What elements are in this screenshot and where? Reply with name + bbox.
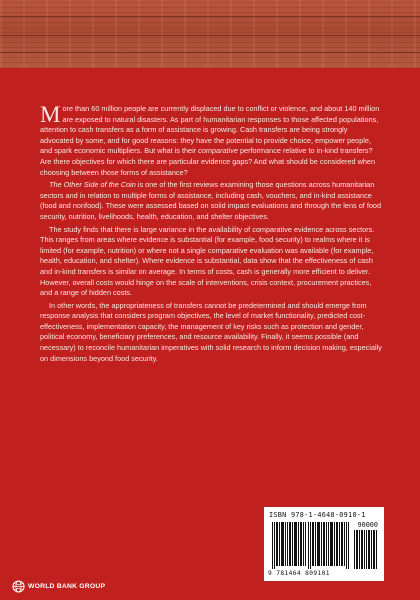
paragraph-1-tail: performance relative to in-kind transfers? Are there objectives for which there are particular evidence gaps? And what should be considered when choosing between those forms of assistance? <box>40 146 376 177</box>
book-title-reference: The Other Side of the Coin <box>49 180 136 190</box>
publisher-name: WORLD BANK GROUP <box>28 583 106 590</box>
publisher-logo <box>12 580 105 593</box>
price-code: 90000 <box>357 521 378 529</box>
barcode-digits: 9 781464 809101 <box>268 570 330 577</box>
dropcap: M <box>40 102 61 127</box>
globe-icon <box>12 580 25 593</box>
paragraph-1 <box>40 104 382 178</box>
back-cover-text <box>40 104 382 366</box>
paragraph-2-text: is one of the first reviews examining those questions across humanitarian sectors and in relation to multiple forms of assistance, including cash, vouchers, and in-kind assistance (food and nonfood). These were assessed based on solid impact evaluations and through the lens of food security, nutrition, livelihoods, health, education, and shelter objectives. <box>40 180 382 221</box>
paragraph-4: In other words, the appropriateness of transfers cannot be predetermined and should emerge from response analysis that considers program objectives, the level of market functionality, predicted cost-effectiveness, implementation capacity, the management of key risks such as protection and gender, political economy, beneficiary preferences, and resource availability. Finally, it seems possible (and necessary) to reconcile humanitarian imperatives with solid research to inform decision making, especially on dimensions beyond food security. <box>40 300 382 363</box>
paragraph-1-text: ore than 60 million people are currently displaced due to conflict or violence, and about 140 million are exposed to natural disasters. As part of humanitarian responses to those affected populations, attention to cash transfers as a form of assistance is growing. Cash transfers are being strongly advocated by some, and for good reasons: they have the potential to provide choice, empower people, and spark economic multipliers. But what is their <box>40 104 380 156</box>
paragraph-3: The study finds that there is large variance in the availability of comparative evidence across sectors. This ranges from areas where evidence is substantial (for example, food security) to realms where it is limited (for example, nutrition) or where not a single comparative evaluation was available (for example, health, education, and shelter). Where evidence is substantial, data show that the effectiveness of cash and in-kind transfers is similar on average. In terms of costs, cash is generally more efficient to deliver. However, overall costs would hinge on the scale of interventions, crisis context, procurement practices, and a range of hidden costs. <box>40 224 375 298</box>
barcode-icon <box>272 522 350 569</box>
paragraph-2 <box>40 180 382 222</box>
wood-banner-image <box>0 0 420 68</box>
isbn-barcode-box <box>264 507 384 581</box>
price-barcode-icon <box>354 530 378 569</box>
paragraph-1-emphasis: comparative <box>198 146 238 156</box>
isbn-label: ISBN 978-1-4648-0910-1 <box>269 511 366 519</box>
